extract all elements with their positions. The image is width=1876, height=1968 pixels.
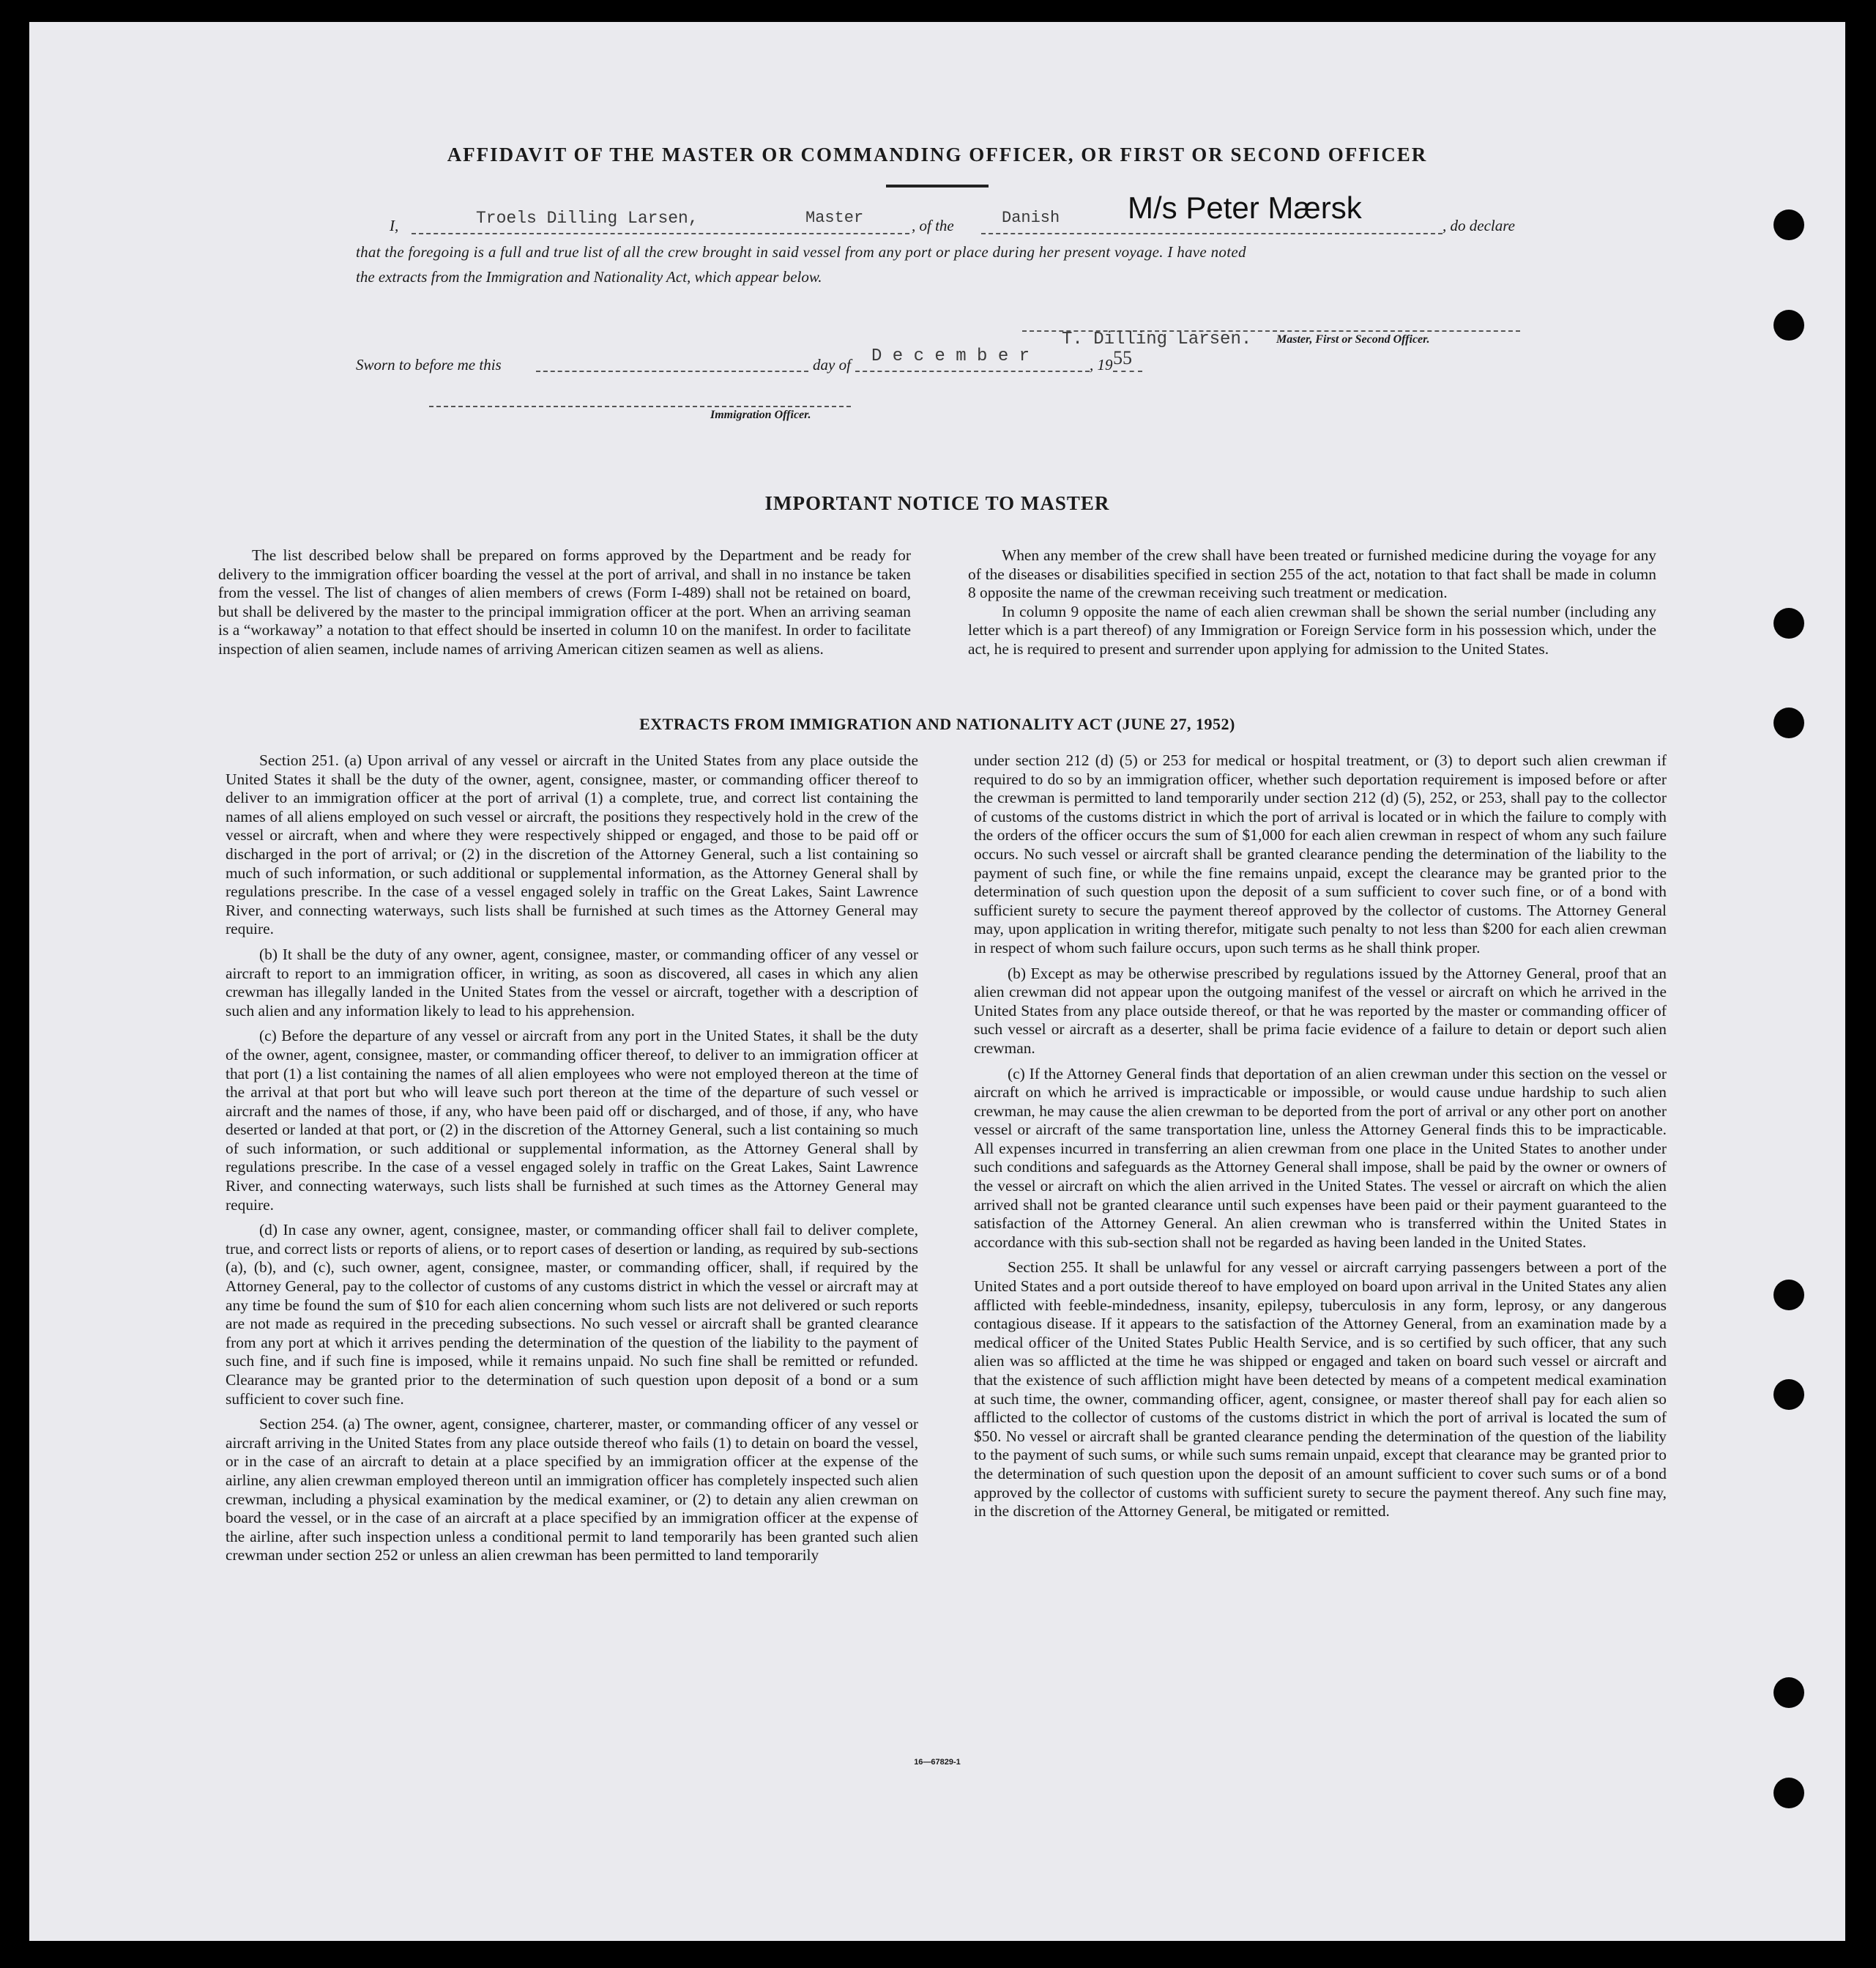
extracts-left-column: [226, 751, 918, 1572]
signature-value: T. Dilling Larsen.: [1062, 330, 1252, 349]
signature-caption: Master, First or Second Officer.: [1276, 333, 1430, 346]
section-251-d: (d) In case any owner, agent, consignee, master, or commanding officer shall fail to deliver complete, true, and correct lists or reports of aliens, or to report cases of desertion or landing, as required by sub-sections (a), (b), and (c), such owner, agent, consignee, master, or commanding officer, shall, if required by the Attorney General, pay to the collector of customs of any customs district in which the vessel or aircraft may at any time be found the sum of $10 for each alien concerning whom such lists are not delivered or such reports are not made as required in the preceding subsections. No such vessel or aircraft shall be granted clearance from any port at which it arrives pending the determination of the question of the liability to the payment of such fine, and if such fine is imposed, while it remains unpaid. No such fine shall be remitted or refunded. Clearance may be granted prior to the determination of such question upon deposit of a bond or a sum sufficient to cover such fine.: [226, 1221, 918, 1408]
year-label: , 19: [1090, 356, 1113, 374]
month-value: D e c e m b e r: [871, 346, 1030, 366]
sworn-label: Sworn to before me this: [356, 356, 502, 374]
vessel-name-stamp: M/s Peter Mærsk: [1128, 190, 1362, 225]
punch-hole: [1773, 1677, 1804, 1708]
of-the-label: , of the: [912, 217, 954, 234]
month-line: [855, 371, 1090, 372]
punch-hole: [1773, 310, 1804, 341]
section-255: Section 255. It shall be unlawful for any vessel or aircraft carrying passengers between a port of the United States and a port outside thereof to have employed on board upon arrival in the United States any alien afflicted with feeble-mindedness, insanity, epilepsy, tuberculosis in any form, leprosy, or any dangerous contagious disease. If it appears to the satisfaction of the Attorney General, from an examination made by a medical officer of the United States Public Health Service, and is so certified by such officer, that any such alien was so afflicted at the time he was shipped or engaged and taken on board such vessel or aircraft and that the existence of such affliction might have been detected by means of a competent medical examination at such time, the owner, commanding officer, agent, consignee, or master thereof shall pay for each alien so afflicted to the collector of customs of the customs district in which the port of arrival is located the sum of $50. No vessel or aircraft shall be granted clearance pending the determination of the question of the liability to the payment of such sums, or while such sums remain unpaid, except that clearance may be granted prior to the determination of such question upon the deposit of an amount sufficient to cover such sums or of a bond approved by the collector of customs with sufficient surety to secure the payment thereof. Any such fine may, in the discretion of the Attorney General, be mitigated or remitted.: [974, 1258, 1667, 1520]
rank-value: Master: [805, 209, 864, 227]
punch-hole: [1773, 1778, 1804, 1808]
officer-line: [429, 406, 851, 407]
notice-left-column: [218, 546, 911, 666]
i-label: I,: [390, 217, 399, 234]
section-254-c: (c) If the Attorney General finds that deportation of an alien crewman under this section on the vessel or aircraft on which he arrived is impracticable or impossible, or would cause undue hardship to such alien crewman, he may cause the alien crewman to be deported from the port of arrival or any other port on another vessel or aircraft of the same transportation line, unless the Attorney General finds this to be impracticable. All expenses incurred in transferring an alien crewman from one place in the United States to another under such conditions and safeguards as the Attorney General shall impose, shall be paid by the owner or owners of the vessel or aircraft on which the alien arrived in the United States. The vessel or aircraft on which the alien arrived shall not be granted clearance until such expenses have been paid or their payment guaranteed to the satisfaction of the Attorney General. An alien crewman who is transferred within the United States in accordance with this sub-section shall not be regarded as having been landed in the United States.: [974, 1064, 1667, 1251]
year-value: 55: [1113, 347, 1132, 368]
section-254-a-cont: under section 212 (d) (5) or 253 for medical or hospital treatment, or (3) to deport such alien crewman if required to do so by an immigration officer, whether such deportation requirement is imposed before or after the crewman is permitted to land temporarily under section 212 (d) (5), 252, or 253, shall pay to the collector of customs of the customs district in which the port of arrival is located or in which the failure to comply with the orders of the officer occurs the sum of $1,000 for each alien crewman in respect of whom any such failure occurs. No such vessel or aircraft shall be granted clearance pending the determination of the liability to the payment of such fine, or while the fine remains unpaid, except the clearance may be granted prior to the determination of such question upon the deposit of a sum sufficient to cover such fine, or of a bond with sufficient surety to secure the payment thereof approved by the collector of customs. The Attorney General may, upon application in writing therefor, mitigate such penalty to not less than $200 for each alien crewman in respect of whom such failure occurs, upon such terms as he shall think proper.: [974, 751, 1667, 957]
nationality-line: [981, 233, 1443, 234]
do-declare-label: , do declare: [1443, 217, 1515, 234]
officer-caption: Immigration Officer.: [710, 409, 811, 421]
nationality-value: Danish: [1002, 209, 1060, 227]
notice-right-column: [968, 546, 1656, 666]
section-254-b: (b) Except as may be otherwise prescribed by regulations issued by the Attorney General, proof that an alien crewman did not appear upon the outgoing manifest of the vessel or aircraft on which he arrived in the United States from any place outside thereof, or that he was reported by the master or commanding officer of such vessel or aircraft as a deserter, shall be prima facie evidence of a failure to detain or deport such alien crewman.: [974, 964, 1667, 1057]
statement-line-2: the extracts from the Immigration and Nationality Act, which appear below.: [356, 268, 822, 286]
section-251-c: (c) Before the departure of any vessel or aircraft from any port in the United States, it shall be the duty of the owner, agent, consignee, master, or commanding officer thereof, to deliver to an immigration officer at that port (1) a list containing the names of all alien employees who were not employed thereon at the time of the arrival at that port but who will leave such port thereon at the time of the departure of such vessel or aircraft and the names of those, if any, who have been paid off or discharged, and of those, if any, who have deserted or landed at that port, or (2) in the discretion of the Attorney General, such a list containing so much of such information, or such additional or supplemental information, as the Attorney General shall by regulations prescribe. In the case of a vessel engaged solely in traffic on the Great Lakes, Saint Lawrence River, and connecting waterways, such lists shall be furnished at such times as the Attorney General may require.: [226, 1027, 918, 1214]
statement-line-1: that the foregoing is a full and true list of all the crew brought in said vessel from any port or place during her present voyage. I have noted: [356, 243, 1246, 261]
notice-right-paragraph-2: In column 9 opposite the name of each alien crewman shall be shown the serial number (including any letter which is a part thereof) of any Immigration or Foreign Service form in his possession which, under the act, he is required to present and surrender upon applying for admission to the United States.: [968, 602, 1656, 658]
sworn-day-line: [536, 371, 808, 372]
year-line: [1113, 371, 1142, 372]
notice-left-paragraph: The list described below shall be prepared on forms approved by the Department and be ready for delivery to the immigration officer boarding the vessel at the port of arrival, and shall in no instance be taken from the vessel. The list of changes of alien members of crews (Form I-489) shall not be retained on board, but shall be delivered by the master to the principal immigration officer at the port. When an arriving seaman is a “workaway” a notation to that effect should be inserted in column 10 on the manifest. In order to facilitate inspection of alien seamen, include names of arriving American citizen seamen as well as aliens.: [218, 546, 911, 658]
affidavit-title: AFFIDAVIT OF THE MASTER OR COMMANDING OFFICER, OR FIRST OR SECOND OFFICER: [447, 144, 1428, 166]
punch-hole: [1773, 209, 1804, 240]
section-254-a: Section 254. (a) The owner, agent, consignee, charterer, master, or commanding officer of any vessel or aircraft arriving in the United States from any place outside thereof who fails (1) to detain on board the vessel, or in the case of an aircraft to detain at a place specified by an immigration officer at the expense of the airline, any alien crewman employed thereon until an immigration officer has completely inspected such alien crewman, including a physical examination by the medical examiner, or (2) to detain any alien crewman on board the vessel, or in the case of an aircraft at a place specified by an immigration officer at the expense of the airline, after such inspection unless a conditional permit to land temporarily has been granted such alien crewman under section 252 or unless an alien crewman has been permitted to land temporarily: [226, 1415, 918, 1564]
day-of-label: day of: [813, 356, 851, 374]
punch-hole: [1773, 608, 1804, 639]
extracts-title: EXTRACTS FROM IMMIGRATION AND NATIONALITY ACT (JUNE 27, 1952): [639, 715, 1235, 733]
document-page: [29, 22, 1845, 1941]
section-251-a: Section 251. (a) Upon arrival of any vessel or aircraft in the United States from any place outside the United States it shall be the duty of the owner, agent, consignee, master, or commanding officer thereof to deliver to an immigration officer at the port of arrival (1) a complete, true, and correct list containing the names of all aliens employed on such vessel or aircraft, the positions they respectively hold in the crew of the vessel or aircraft, when and where they were respectively shipped or engaged, and those to be paid off or discharged in the port of arrival; or (2) in the discretion of the Attorney General, such a list containing so much of such information, or such additional or supplemental information, as the Attorney General shall by regulations prescribe. In the case of a vessel engaged solely in traffic on the Great Lakes, Saint Lawrence River, and connecting waterways, such lists shall be furnished at such times as the Attorney General may require.: [226, 751, 918, 938]
punch-hole: [1773, 1379, 1804, 1410]
form-code: 16—67829-1: [914, 1758, 961, 1767]
notice-right-paragraph-1: When any member of the crew shall have been treated or furnished medicine during the voyage for any of the diseases or disabilities specified in section 255 of the act, notation to that fact shall be made in column 8 opposite the name of the crewman receiving such treatment or medication.: [968, 546, 1656, 602]
section-251-b: (b) It shall be the duty of any owner, agent, consignee, master, or commanding officer of any vessel or aircraft to report to an immigration officer, in writing, as soon as discovered, all cases in which any alien crewman has illegally landed in the United States from the vessel or aircraft, together with a description of such alien and any information likely to lead to his apprehension.: [226, 945, 918, 1020]
notice-title: IMPORTANT NOTICE TO MASTER: [764, 492, 1110, 514]
title-rule: [886, 185, 989, 187]
extracts-right-column: [974, 751, 1667, 1528]
crew-master-name: Troels Dilling Larsen,: [476, 209, 699, 228]
name-line: [412, 233, 909, 234]
punch-hole: [1773, 1280, 1804, 1310]
